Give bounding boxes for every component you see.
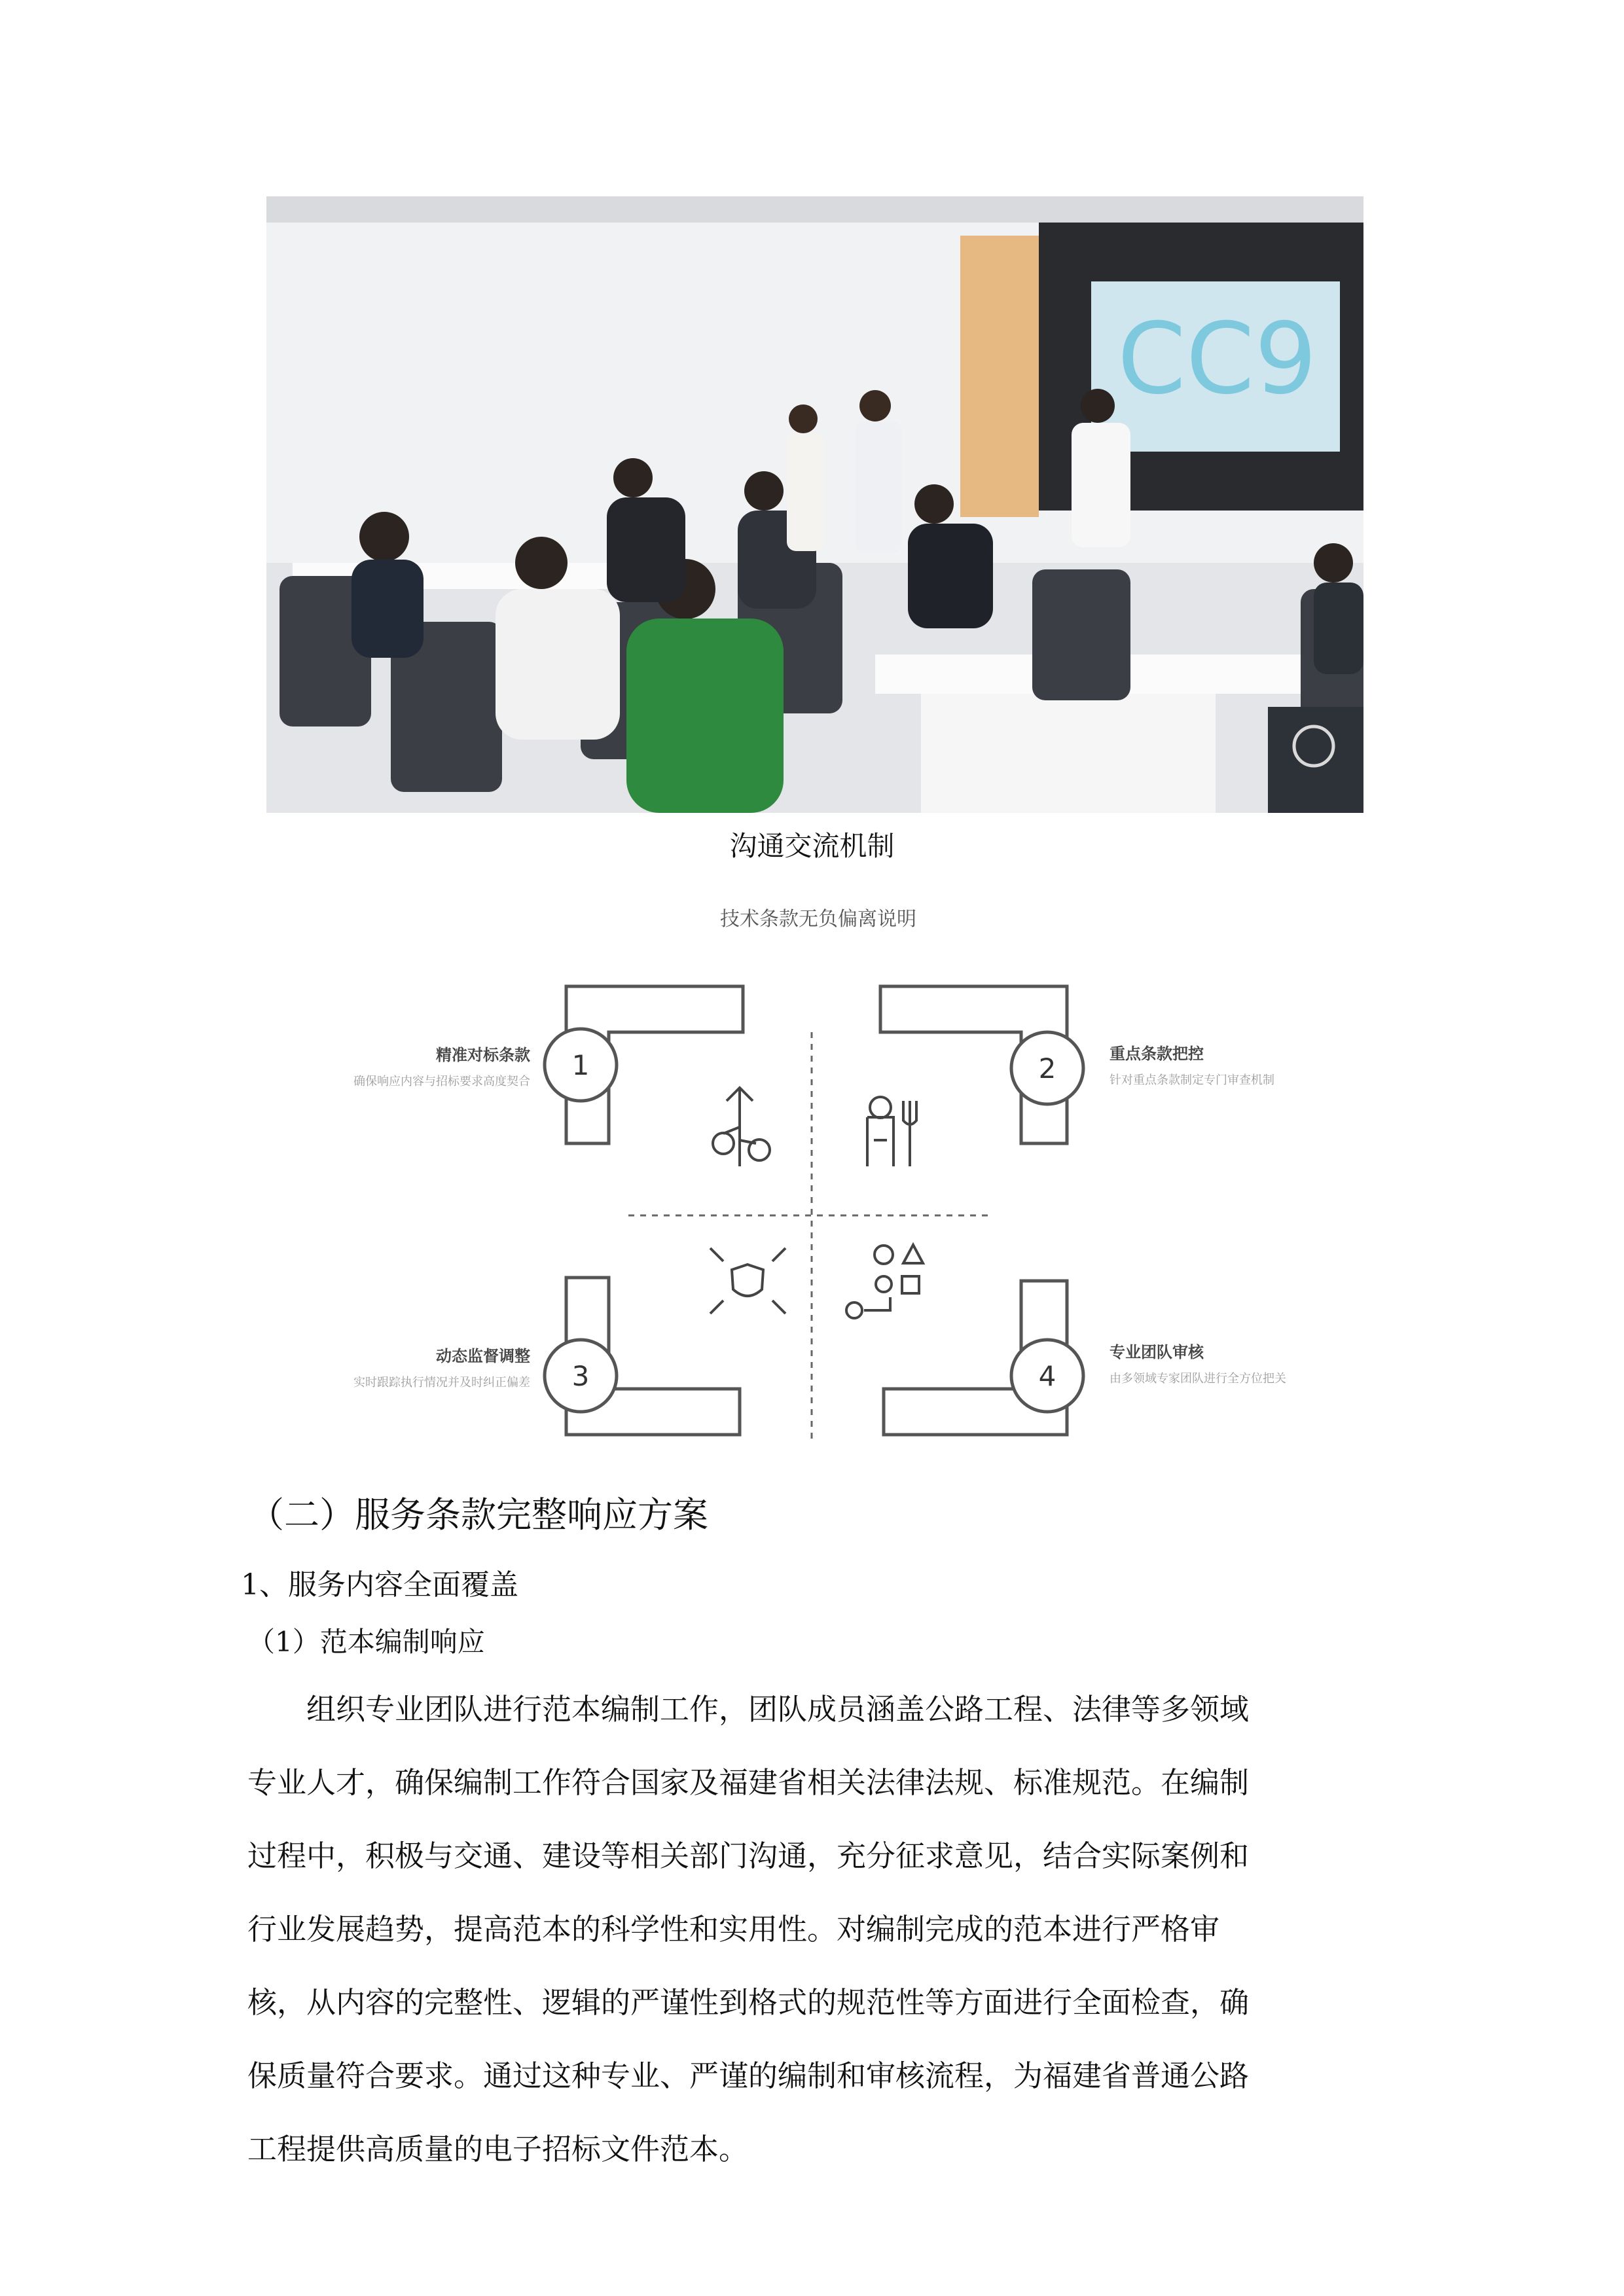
item-2-title: 重点条款把控 (1110, 1045, 1204, 1063)
person-fork-icon (867, 1097, 916, 1166)
svg-text:4: 4 (1038, 1360, 1056, 1392)
paragraph-line: 专业人才，确保编制工作符合国家及福建省相关法律法规、标准规范。在编制 (247, 1765, 1250, 1800)
item-1-desc: 确保响应内容与招标要求高度契合 (353, 1075, 530, 1088)
paragraph-line: 过程中，积极与交通、建设等相关部门沟通，充分征求意见，结合实际案例和 (247, 1839, 1250, 1873)
paragraph-line: 行业发展趋势，提高范本的科学性和实用性。对编制完成的范本进行严格审 (247, 1912, 1220, 1946)
deviation-diagram (262, 891, 1375, 1461)
paragraph-line: 组织专业团队进行范本编制工作，团队成员涵盖公路工程、法律等多领域 (306, 1692, 1250, 1727)
item-3-desc: 实时跟踪执行情况并及时纠正偏差 (353, 1376, 530, 1390)
tree-arrow-icon (713, 1088, 770, 1166)
section-heading: （二）服务条款完整响应方案 (249, 1494, 708, 1535)
shapes-icon (846, 1245, 923, 1318)
paragraph-line: 核，从内容的完整性、逻辑的严谨性到格式的规范性等方面进行全面检查，确 (247, 1985, 1250, 2020)
body-paragraph (247, 1673, 1393, 2186)
svg-text:3: 3 (571, 1360, 590, 1392)
classroom-photo (266, 196, 1363, 813)
svg-text:2: 2 (1038, 1052, 1056, 1085)
photo-caption: 沟通交流机制 (729, 830, 895, 862)
diagram-title: 技术条款无负偏离说明 (720, 908, 916, 931)
item-4-circle (1011, 1340, 1083, 1412)
section-subsubheading: （1）范本编制响应 (247, 1626, 485, 1658)
paragraph-line: 保质量符合要求。通过这种专业、严谨的编制和审核流程，为福建省普通公路 (247, 2058, 1250, 2093)
item-2-circle (1011, 1032, 1083, 1104)
item-3-title: 动态监督调整 (436, 1347, 530, 1365)
item-2-desc: 针对重点条款制定专门审查机制 (1110, 1073, 1274, 1087)
svg-text:1: 1 (571, 1049, 590, 1081)
item-1-circle (545, 1029, 617, 1101)
screen-text: CC9 (1117, 302, 1317, 416)
item-4-title: 专业团队审核 (1110, 1343, 1204, 1361)
shield-arrows-icon (710, 1248, 785, 1314)
paragraph-line: 工程提供高质量的电子招标文件范本。 (247, 2132, 749, 2166)
section-subheading: 1、服务内容全面覆盖 (241, 1568, 518, 1602)
item-1-title: 精准对标条款 (436, 1046, 530, 1064)
item-4-desc: 由多领域专家团队进行全方位把关 (1110, 1372, 1286, 1386)
item-3-circle (545, 1340, 617, 1412)
